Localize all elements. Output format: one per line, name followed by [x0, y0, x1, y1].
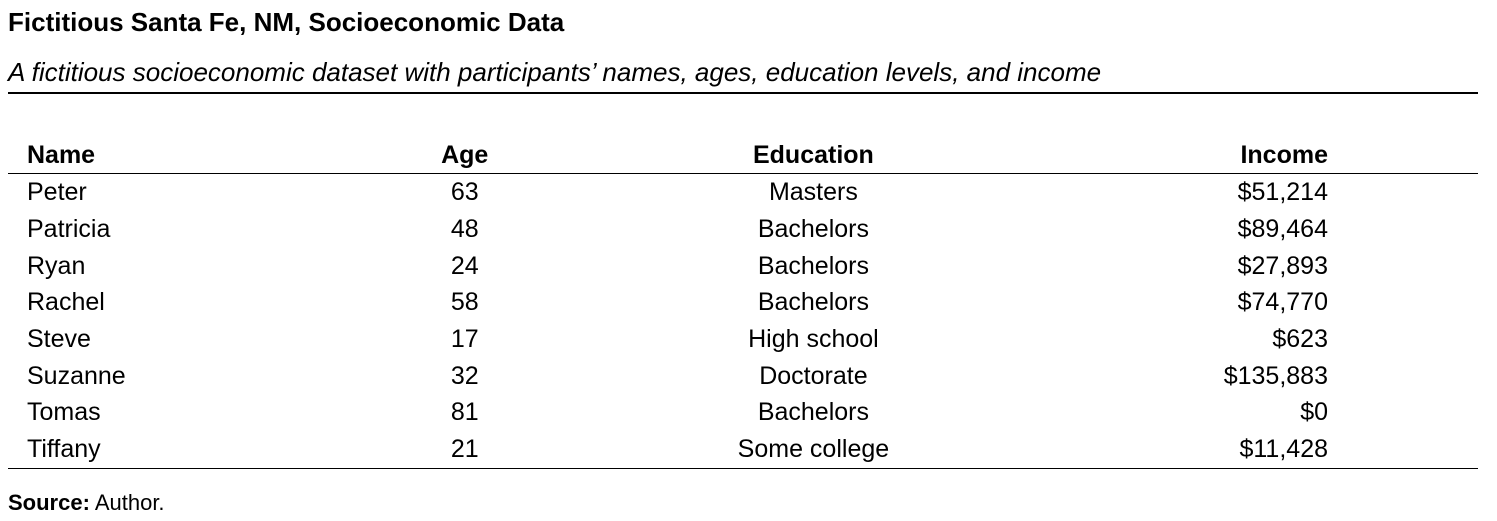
cell-age: 17 — [450, 325, 479, 354]
column-header-income: Income — [1047, 136, 1478, 174]
cell-education: High school — [748, 325, 879, 354]
cell-education: Some college — [580, 431, 1048, 468]
cell-name: Steve — [27, 325, 91, 354]
table-row — [8, 357, 1478, 394]
table-row — [8, 321, 1478, 358]
cell-income: $27,893 — [1237, 251, 1328, 280]
document-title: Fictitious Santa Fe, NM, Socioeconomic Data — [8, 7, 565, 37]
cell-age: 81 — [450, 398, 479, 427]
data-table-container — [8, 136, 1478, 469]
cell-name: Suzanne — [27, 361, 126, 390]
cell-education: Doctorate — [759, 361, 868, 390]
column-header-age: Age — [350, 136, 580, 174]
cell-name: Ryan — [27, 251, 86, 280]
column-header-name: Name — [8, 136, 350, 174]
table-row — [8, 211, 1478, 248]
table-row — [8, 394, 1478, 431]
cell-income: $623 — [1272, 325, 1328, 354]
cell-name: Rachel — [27, 288, 105, 317]
document-subtitle: A fictitious socioeconomic dataset with participants’ names, ages, education levels, and income — [8, 57, 1102, 87]
cell-age: 32 — [450, 361, 479, 390]
cell-age: 58 — [450, 288, 479, 317]
cell-income: $135,883 — [1223, 361, 1328, 390]
cell-income: $51,214 — [1237, 178, 1328, 207]
header-row — [8, 136, 1478, 174]
cell-education: Bachelors — [757, 398, 869, 427]
data-table — [8, 136, 1478, 469]
cell-income: $89,464 — [1237, 215, 1328, 244]
cell-income: $0 — [1300, 398, 1328, 427]
table-row — [8, 174, 1478, 211]
source-text: Author. — [89, 490, 165, 515]
cell-age: 63 — [450, 178, 479, 207]
cell-name: Tomas — [27, 398, 101, 427]
cell-name: Tiffany — [8, 431, 350, 468]
source-label: Source: — [8, 490, 90, 515]
table-header — [8, 136, 1478, 174]
cell-age: 21 — [350, 431, 580, 468]
cell-name: Patricia — [27, 215, 111, 244]
cell-income: $11,428 — [1047, 431, 1478, 468]
table-row — [8, 431, 1478, 468]
cell-income: $74,770 — [1237, 288, 1328, 317]
source-note — [8, 488, 165, 518]
cell-name: Peter — [27, 178, 87, 207]
table-body — [8, 174, 1478, 469]
cell-education: Masters — [768, 178, 858, 207]
table-row — [8, 284, 1478, 321]
cell-education: Bachelors — [757, 215, 869, 244]
column-header-education: Education — [580, 136, 1048, 174]
cell-age: 24 — [450, 251, 479, 280]
cell-age: 48 — [450, 215, 479, 244]
cell-education: Bachelors — [757, 288, 869, 317]
cell-education: Bachelors — [757, 251, 869, 280]
table-row — [8, 247, 1478, 284]
title-divider — [8, 92, 1478, 94]
